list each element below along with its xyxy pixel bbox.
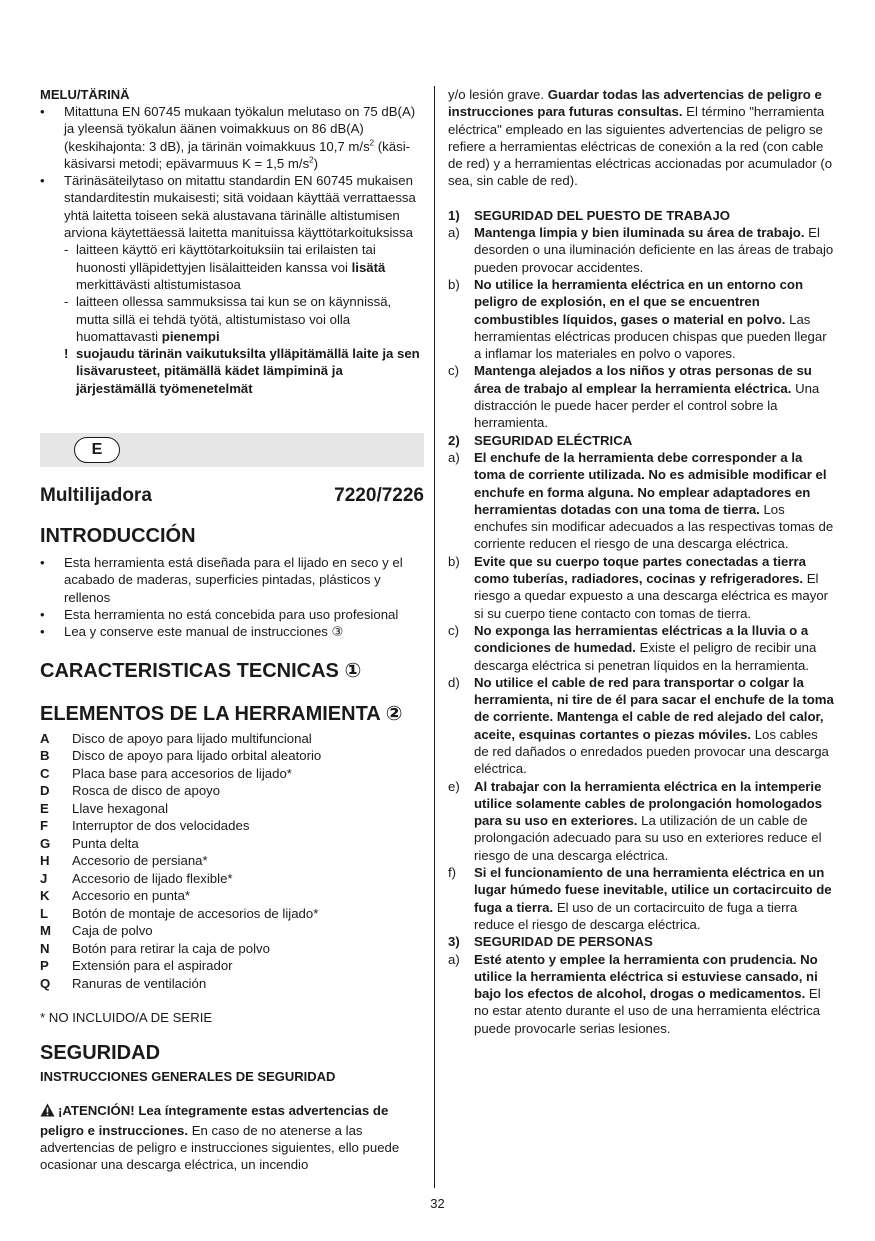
melu-bullet-2: • Tärinäsäteilytaso on mitattu standardin EN 60745 mukaisen standarditestin mukaisesti; sitä voidaan käyttää verrattaessa yhtä laitetta toiseen sekä alustavana tärinälle altistumisen arviona käytettäessä laitetta manituissa käyttötarkoituksissa	[40, 172, 424, 241]
element-row: F Interruptor de dos velocidades	[40, 818, 250, 834]
element-row: E Llave hexagonal	[40, 800, 169, 816]
element-row: N Botón para retirar la caja de polvo	[40, 940, 270, 956]
product-model: 7220/7226	[334, 485, 424, 507]
language-badge: E	[74, 437, 120, 463]
element-row: D Rosca de disco de apoyo	[40, 783, 221, 799]
section-2d: d) No utilice el cable de red para transportar o colgar la herramienta, ni tire de él para sacar el enchufe de la toma de corriente. Mantenga el cable de red alejado del calor, aceite, esquinas cortantes o piezas móviles. Los cables de red dañados o enredados pueden provocar una descarga eléctrica.	[448, 674, 834, 777]
intro-bullet-1: • Esta herramienta está diseñada para el lijado en seco y el acabado de maderas, superficies pintadas, plásticos y rellenos	[40, 554, 424, 606]
element-row: K Accesorio en punta*	[40, 888, 191, 904]
section-1c: c) Mantenga alejados a los niños y otras personas de su área de trabajo al emplear la herramienta eléctrica. Una distracción le puede hacer perder el control sobre la herramienta.	[448, 363, 820, 431]
left-column	[40, 86, 424, 1174]
section-2-heading: 2) SEGURIDAD ELÉCTRICA	[448, 432, 633, 448]
section-1-heading: 1) SEGURIDAD DEL PUESTO DE TRABAJO	[448, 207, 730, 223]
intro-bullet-3: • Lea y conserve este manual de instrucciones ③	[40, 623, 424, 640]
tech-heading: CARACTERISTICAS TECNICAS ①	[40, 659, 362, 682]
element-row: A Disco de apoyo para lijado multifuncional	[40, 730, 312, 746]
melu-bullet-1: • Mitattuna EN 60745 mukaan työkalun melutaso on 75 dB(A) ja yleensä työkalun äänen voimakkuus on 86 dB(A) (keskihajonta: 3 dB), ja tärinän voimakkuus 10,7 $m/s^2$ (käsi-käsivarsi metodi; epävarmuus K = 1,5 $m/s^2$)	[40, 103, 424, 172]
melu-dash-2: - laitteen ollessa sammuksissa tai kun se on käynnissä, mutta sillä ei tehdä työtä, altistumistaso voi olla huomattavasti pienempi	[40, 293, 424, 345]
element-row: L Botón de montaje de accesorios de lijado*	[40, 905, 319, 921]
section-1b: b) No utilice la herramienta eléctrica en un entorno con peligro de explosión, en el que se encuentren combustibles líquidos, gases o material en polvo. Las herramientas eléctricas producen chispas que pueden llegar a inflamar los materiales en polvo o vapores.	[448, 276, 827, 362]
element-row: G Punta delta	[40, 835, 139, 851]
section-3-heading: 3) SEGURIDAD DE PERSONAS	[448, 934, 653, 950]
right-column	[448, 86, 836, 1037]
section-2a: a) El enchufe de la herramienta debe corresponder a la toma de corriente utilizada. No es admisible modificar el enchufe en forma alguna. No emplear adaptadores en herramientas dotadas con una toma de tierra. Los enchufes sin modificar adecuados a las respectivas tomas de corriente reducen el riesgo de una descarga eléctrica.	[448, 449, 834, 552]
element-row: M Caja de polvo	[40, 923, 153, 939]
melu-dash-1: - laitteen käyttö eri käyttötarkoituksiin tai erilaisten tai huonosti ylläpidettyjen lisälaitteiden kanssa voi lisätä merkittävästi altistumistasoa	[40, 241, 424, 293]
element-row: Q Ranuras de ventilación	[40, 975, 207, 991]
element-row: J Accesorio de lijado flexible*	[40, 870, 233, 886]
attention-paragraph: ¡ATENCIÓN! Lea íntegramente estas advertencias de peligro e instrucciones. En caso de no atenerse a las advertencias de peligro e instrucciones siguientes, ello puede ocasionar una descarga eléctrica, un incendio	[40, 1103, 400, 1173]
element-row: B Disco de apoyo para lijado orbital aleatorio	[40, 748, 322, 764]
intro-bullet-2: • Esta herramienta no está concebida para uso profesional	[40, 606, 424, 623]
intro-heading: INTRODUCCIÓN	[40, 525, 196, 548]
product-name: Multilijadora	[40, 485, 152, 507]
product-title	[40, 484, 424, 508]
section-1a: a) Mantenga limpia y bien iluminada su área de trabajo. El desorden o una iluminación deficiente en las áreas de trabajo pueden provocar accidentes.	[448, 225, 834, 275]
not-included-note: * NO INCLUIDO/A DE SERIE	[40, 1010, 213, 1026]
warning-triangle-icon	[40, 1103, 55, 1121]
section-2b: b) Evite que su cuerpo toque partes conectadas a tierra como tuberías, radiadores, cocinas y refrigeradores. El riesgo a quedar expuesto a una descarga eléctrica es mayor si su cuerpo tiene contacto con tomas de tierra.	[448, 553, 829, 621]
melu-heading: MELU/TÄRINÄ	[40, 87, 130, 102]
section-2f: f) Si el funcionamiento de una herramienta eléctrica en un lugar húmedo fuese inevitable, utilice un cortacircuito de fuga a tierra. El uso de un cortacircuito de fuga a tierra reduce el riesgo de descarga eléctrica.	[448, 865, 832, 932]
seguridad-heading: SEGURIDAD	[40, 1042, 161, 1065]
elements-list	[40, 730, 424, 993]
section-2c: c) No exponga las herramientas eléctricas a la lluvia o a condiciones de humedad. Existe el peligro de recibir una descarga eléctrica si penetran líquidos en la herramienta.	[448, 622, 817, 673]
section-2e: e) Al trabajar con la herramienta eléctrica en la intemperie utilice solamente cables de prolongación homologados para su uso en exteriores. La utilización de un cable de prolongación adecuado para su uso en exteriores reduce el riesgo de una descarga eléctrica.	[448, 778, 823, 863]
language-bar	[40, 433, 424, 467]
elements-heading: ELEMENTOS DE LA HERRAMIENTA ②	[40, 702, 403, 725]
element-row: C Placa base para accesorios de lijado*	[40, 765, 292, 781]
element-row: H Accesorio de persiana*	[40, 853, 208, 869]
column-divider	[434, 86, 435, 1188]
continuation-paragraph: y/o lesión grave. Guardar todas las advertencias de peligro e instrucciones para futuras consultas. El término "herramienta eléctrica" empleado en las siguientes advertencias de peligro se refiere a herramientas eléctricas de conexión a la red (con cable de red) y a herramientas eléctricas accionadas por acumulador (o sea, sin cable de red).	[448, 87, 833, 189]
page-number: 32	[430, 1196, 445, 1211]
section-3a: a) Esté atento y emplee la herramienta con prudencia. No utilice la herramienta eléctrica si estuviese cansado, ni bajo los efectos de alcohol, drogas o medicamentos. El no estar atento durante el uso de una herramienta eléctrica puede provocarle serias lesiones.	[448, 951, 821, 1036]
melu-warning: ! suojaudu tärinän vaikutuksilta ylläpitämällä laite ja sen lisävarusteet, pitämällä kädet lämpiminä ja järjestämällä työmenetelmät	[40, 345, 424, 397]
element-row: P Extensión para el aspirador	[40, 958, 233, 974]
seguridad-subheading: INSTRUCCIONES GENERALES DE SEGURIDAD	[40, 1069, 336, 1085]
